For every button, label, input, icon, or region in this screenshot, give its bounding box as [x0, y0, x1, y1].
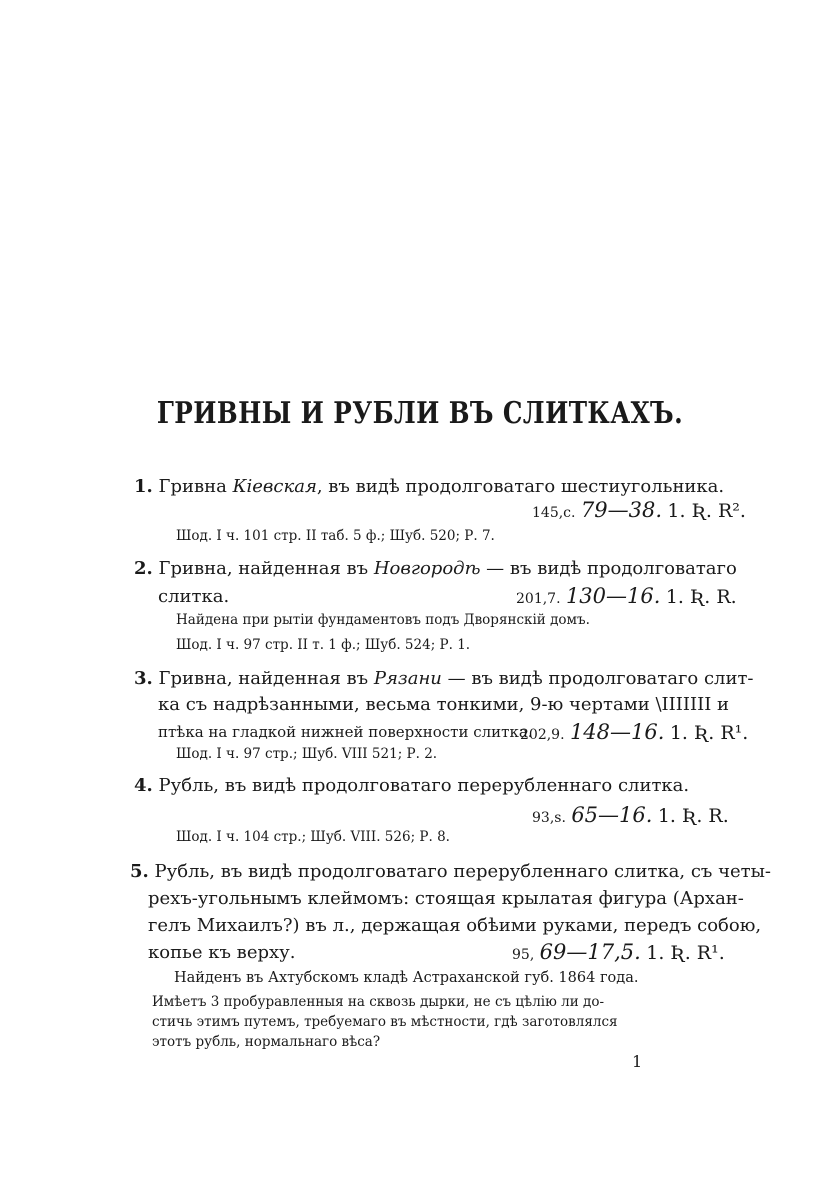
entry-1-text: 1. Гривна Кіевская, въ видѣ продолговатаго шестиугольника. [134, 476, 725, 497]
weight: 145,с. [532, 505, 576, 521]
entry-3-text: 3. Гривна, найденная въ Рязани — въ видѣ продолговатаго слит- [134, 668, 754, 689]
ratio: 130—16. [565, 584, 661, 608]
entry-2-note: Найдена при рытіи фундаментовъ подъ Дворянскій домъ. [176, 612, 590, 628]
entry-3-line2: ка съ надрѣзанными, весьма тонкими, 9-ю чертами \IIIIIII и [158, 694, 730, 715]
entry-3-values [520, 720, 748, 744]
weight: 202,9. [520, 727, 565, 743]
entry-number: 4. [134, 775, 153, 796]
rarity: 1. Ʀ. R¹. [646, 942, 725, 964]
entry-number: 3. [134, 668, 153, 689]
entry-number: 2. [134, 558, 153, 579]
place-name: Новгородѣ [373, 558, 481, 579]
ratio: 148—16. [569, 720, 665, 744]
entry-2-values [516, 584, 737, 608]
entry-5-values [512, 940, 725, 964]
entry-2-text: 2. Гривна, найденная въ Новгородѣ — въ видѣ продолговатаго [134, 558, 737, 579]
entry-5-note-4: этотъ рубль, нормальнаго вѣса? [152, 1034, 381, 1050]
entry-1-values [532, 498, 746, 522]
entry-4-reference: Шод. I ч. 104 стр.; Шуб. VIII. 526; Р. 8. [176, 829, 450, 845]
entry-5-note-2: Имѣетъ 3 пробуравленныя на сквозь дырки, не съ цѣлію ли до- [152, 994, 605, 1010]
weight: 93,s. [532, 810, 566, 826]
entry-5-note-3: стичь этимъ путемъ, требуемаго въ мѣстности, гдѣ заготовлялся [152, 1014, 618, 1030]
entry-3-reference: Шод. I ч. 97 стр.; Шуб. VIII 521; Р. 2. [176, 746, 438, 762]
rarity: 1. Ʀ. R¹. [669, 722, 749, 744]
entry-1-reference: Шод. I ч. 101 стр. II таб. 5 ф.; Шуб. 520; Р. 7. [176, 528, 495, 544]
rarity: 1. Ʀ. R. [665, 586, 737, 608]
entry-2-line2: слитка. [158, 586, 230, 607]
entry-3-line3: птѣка на гладкой нижней поверхности слитка. [158, 723, 533, 741]
page-number: 1 [632, 1052, 643, 1071]
entry-number: 5. [130, 861, 149, 882]
entry-5-line3: гелъ Михаилъ?) въ л., держащая обѣими руками, передъ собою, [148, 915, 762, 936]
entry-5-line4: копье къ верху. [148, 942, 296, 963]
weight: 201,7. [516, 591, 561, 607]
entry-4-values [532, 803, 729, 827]
place-name: Кіевская [232, 476, 317, 497]
entry-2-reference: Шод. I ч. 97 стр. II т. 1 ф.; Шуб. 524; Р. 1. [176, 637, 471, 653]
entry-5-text: 5. Рубль, въ видѣ продолговатаго перерубленнаго слитка, съ четы- [130, 861, 772, 882]
entry-number: 1. [134, 476, 153, 497]
page-title: ГРИВНЫ И РУБЛИ ВЪ СЛИТКАХЪ. [156, 396, 684, 431]
ratio: 69—17,5. [539, 940, 641, 964]
weight: 95, [512, 947, 535, 963]
rarity: 1. Ʀ. R. [657, 805, 729, 827]
ratio: 79—38. [580, 498, 662, 522]
rarity: 1. Ʀ. R². [667, 500, 746, 522]
entry-5-note-1: Найденъ въ Ахтубскомъ кладѣ Астраханской губ. 1864 года. [174, 970, 639, 986]
entry-5-line2: рехъ-угольнымъ клеймомъ: стоящая крылатая фигура (Архан- [148, 888, 744, 909]
entry-4-text: 4. Рубль, въ видѣ продолговатаго перерубленнаго слитка. [134, 775, 690, 796]
ratio: 65—16. [571, 803, 653, 827]
place-name: Рязани [373, 668, 442, 689]
